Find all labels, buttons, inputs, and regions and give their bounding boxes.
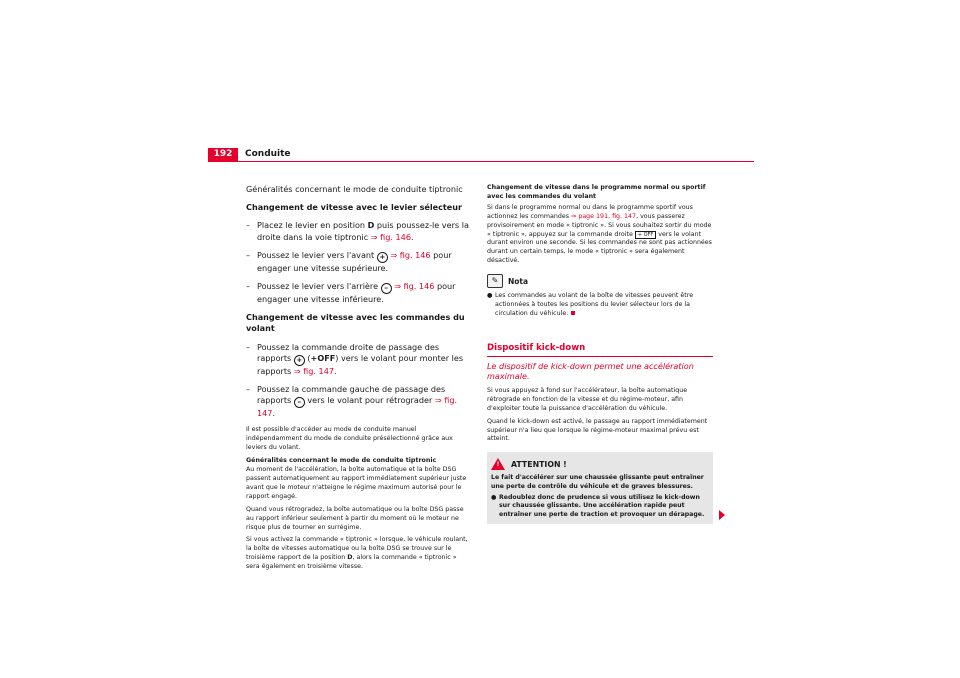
attention-item — [491, 494, 709, 520]
plus-key-icon: + — [377, 252, 388, 263]
fig-ref-link[interactable]: ⇒ fig. 146 — [370, 231, 411, 242]
section-rule — [487, 356, 713, 357]
step-text: Poussez le levier vers l'arrière – ⇒ fig. 146 pour engager une vitesse inférieure. — [257, 281, 456, 305]
activation-text: Si vous activez la commande « tiptronic » lorsque, le véhicule roulant, la boîte de vitesses automatique ou la boîte DSG se trouve sur le troisième rapport de la position D, alors la commande « tiptronic » sera également en troisième vitesse. — [246, 536, 468, 571]
chapter-title: Conduite — [245, 149, 291, 159]
kickdown-text-1: Si vous appuyez à fond sur l'accélérateur, la boîte automatique rétrograde en fonction de la vitesse et du régime-moteur, afin d'exploiter toute la puissance d'accélération du véhicule. — [487, 386, 688, 412]
attention-text-2: Redoublez donc de prudence si vous utilisez le kick-down sur chaussée glissante. Une accélération rapide peut entraîner une perte de traction et provoquer un dérapage. — [499, 493, 705, 518]
step-text: Poussez la commande droite de passage des rapports + (+OFF) vers le volant pour monter les rapports ⇒ fig. 147. — [257, 341, 464, 376]
bullet-icon: ● — [491, 493, 497, 501]
step-5 — [246, 384, 470, 419]
step-text: Poussez le levier vers l'avant + ⇒ fig. 146 pour engager une vitesse supérieure. — [257, 249, 452, 273]
step-dash: – — [246, 220, 251, 231]
page-ref-link[interactable]: ⇒ page 191, fig. 147 — [571, 212, 637, 220]
heading-normal-sport: Changement de vitesse dans le programme normal ou sportif avec les commandes du volant — [487, 184, 706, 200]
fig-ref-link[interactable]: ⇒ fig. 147 — [257, 395, 458, 419]
attention-text-1: Le fait d'accélérer sur une chaussée glissante peut entraîner une perte de contrôle du véhicule et de graves blessures. — [491, 474, 704, 490]
steps-block — [246, 184, 470, 419]
step-dash: – — [246, 384, 251, 395]
header-rule — [208, 161, 754, 162]
plus-key-icon: + — [294, 355, 305, 366]
kickdown-text-2: Quand le kick-down est activé, le passage au rapport immédiatement supérieur n'a lieu que lorsque le régime-moteur maximal prévu est atteint. — [487, 417, 708, 443]
heading-selector-lever: Changement de vitesse avec le levier sélecteur — [246, 202, 463, 213]
note-title: Nota — [508, 276, 529, 286]
program-block — [487, 184, 713, 266]
attention-box — [487, 452, 713, 524]
step-text: Poussez la commande gauche de passage des rapports – vers le volant pour rétrograder ⇒ fig. 147. — [257, 384, 458, 419]
program-text: Si dans le programme normal ou dans le programme sportif vous actionnez les commandes ⇒ page 191, fig. 147, vous passerez provisoirement en mode « tiptronic ». Si vous souhaitez sortir du mode « tiptronic », appuyez sur la commande droite + OFF vers le volant durant environ une seconde. Si les commandes ne sont pas actionnées durant un certain temps, le mode « tiptronic » sera également désactivé. — [487, 203, 712, 265]
minus-key-icon: – — [294, 397, 305, 408]
attention-title: ATTENTION ! — [511, 459, 567, 469]
plus-off-key-icon: + OFF — [635, 231, 656, 239]
attention-header — [491, 458, 709, 470]
info-block — [246, 426, 470, 572]
step-text: Placez le levier en position D puis poussez-le vers la droite dans la voie tiptronic ⇒ fig. 146. — [257, 220, 469, 242]
fig-ref-link[interactable]: ⇒ fig. 146 — [387, 249, 431, 260]
note-text: Les commandes au volant de la boîte de vitesses peuvent être actionnées à toutes les positions du levier sélecteur lors de la circulation du véhicule. — [495, 292, 694, 317]
kickdown-block — [487, 387, 713, 444]
warning-icon: ! — [491, 458, 505, 470]
acceleration-text: Au moment de l'accélération, la boîte automatique et la boîte DSG passent automatiquement au rapport immédiatement supérieur juste avant que le moteur n'atteigne le régime maximum autorisé pour le rapport engagé. — [246, 466, 467, 500]
left-column — [246, 184, 470, 576]
step-1 — [246, 220, 470, 242]
right-column — [487, 184, 713, 524]
step-4 — [246, 342, 470, 377]
note-icon: ✎ — [487, 274, 503, 288]
note-header — [487, 274, 713, 288]
fig-ref-link[interactable]: ⇒ fig. 147 — [293, 365, 334, 376]
intro-text: Généralités concernant le mode de conduite tiptronic — [246, 184, 463, 194]
step-2 — [246, 250, 470, 274]
step-dash: – — [246, 249, 251, 260]
manual-mode-text: Il est possible d'accéder au mode de conduite manuel indépendamment du mode de conduite présélectionné grâce aux leviers du volant. — [246, 426, 453, 452]
page-number: 192 — [208, 148, 238, 161]
continue-arrow-icon — [719, 510, 725, 520]
heading-general: Généralités concernant le mode de conduite tiptronic — [246, 457, 437, 465]
step-dash: – — [246, 341, 251, 352]
bullet-icon: ● — [487, 292, 493, 300]
end-square-icon — [571, 311, 575, 315]
step-3 — [246, 281, 470, 305]
downshift-text: Quand vous rétrogradez, la boîte automatique ou la boîte DSG passe au rapport inférieur seulement à partir du moment où le moteur ne risque plus de tourner en surrégime. — [246, 505, 464, 531]
section-title-kickdown: Dispositif kick-down — [487, 342, 586, 353]
note-item — [487, 292, 713, 319]
heading-steering-controls: Changement de vitesse avec les commandes du volant — [246, 312, 465, 334]
section-subtitle: Le dispositif de kick-down permet une accélération maximale. — [487, 360, 694, 381]
fig-ref-link[interactable]: ⇒ fig. 146 — [391, 281, 435, 292]
minus-key-icon: – — [381, 283, 392, 294]
step-dash: – — [246, 281, 251, 292]
